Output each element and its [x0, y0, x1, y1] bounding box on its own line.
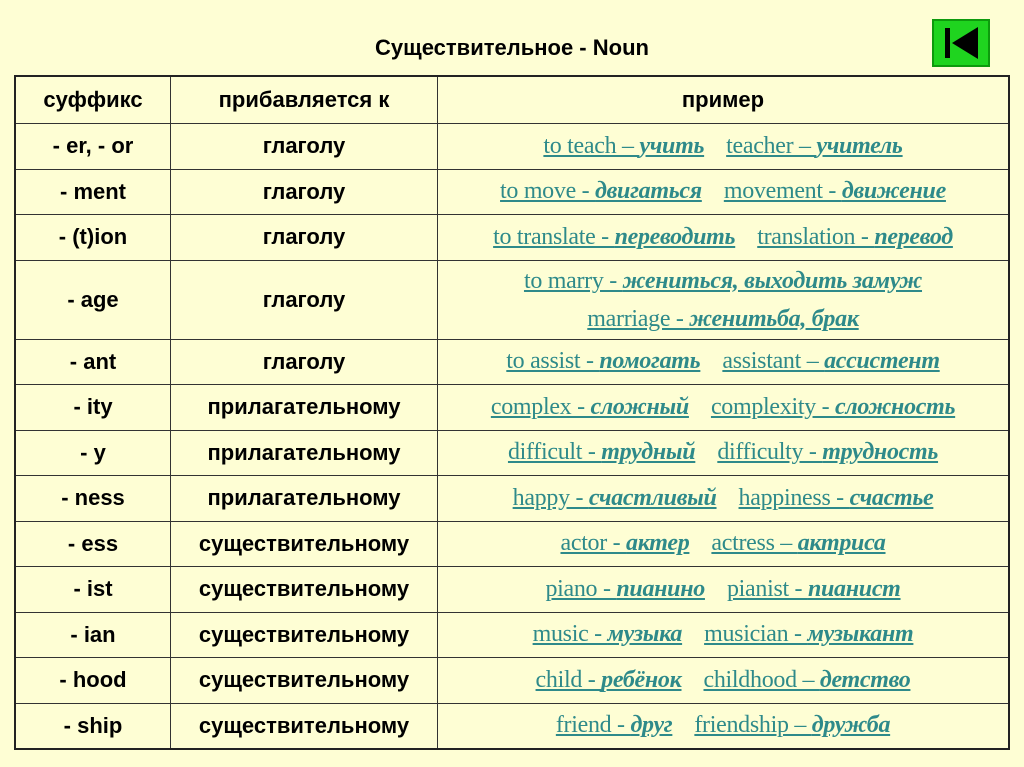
- table-row: [15, 169, 1009, 215]
- adds-to-cell: прилагательному: [171, 476, 438, 522]
- adds-to-cell: глаголу: [171, 339, 438, 385]
- example-cell: [438, 169, 1010, 215]
- derived-translation: учитель: [816, 132, 903, 159]
- suffix-cell: - ian: [15, 612, 171, 658]
- suffix-cell: - ment: [15, 169, 171, 215]
- table-row: [15, 430, 1009, 476]
- example-word: piano -: [545, 575, 617, 602]
- derived-word: musician -: [704, 621, 808, 648]
- table-row: [15, 567, 1009, 613]
- example-translation: пианино: [616, 575, 705, 602]
- example-word: complex -: [490, 393, 591, 420]
- example-word: to marry -: [523, 267, 623, 294]
- suffix-cell: - ship: [15, 703, 171, 749]
- example-translation: двигаться: [595, 178, 702, 205]
- derived-translation: женитьба, брак: [689, 305, 859, 332]
- derived-word: movement -: [723, 178, 842, 205]
- derived-translation: музыкант: [807, 621, 914, 648]
- table-row: [15, 215, 1009, 261]
- example-word: friend -: [555, 712, 631, 738]
- example-word: happy -: [512, 484, 589, 511]
- example-translation: сложный: [590, 393, 689, 420]
- derived-word: teacher –: [726, 132, 817, 159]
- suffix-table: [14, 75, 1010, 750]
- derived-word: translation -: [757, 223, 875, 250]
- derived-translation: актриса: [797, 530, 886, 557]
- derived-word: marriage -: [587, 305, 690, 332]
- example-word: to assist -: [506, 348, 600, 375]
- example-word: child -: [535, 666, 602, 693]
- derived-translation: трудность: [822, 439, 939, 466]
- example-cell: [438, 567, 1010, 613]
- adds-to-cell: глаголу: [171, 260, 438, 339]
- example-cell: [438, 339, 1010, 385]
- example-cell: [438, 703, 1010, 749]
- adds-to-cell: существительному: [171, 612, 438, 658]
- suffix-cell: - y: [15, 430, 171, 476]
- example-word: to teach –: [543, 132, 640, 159]
- derived-word: happiness -: [738, 484, 850, 511]
- derived-word: childhood –: [703, 666, 820, 693]
- example-translation: музыка: [607, 621, 683, 648]
- example-translation: счастливый: [588, 484, 717, 511]
- table-row: [15, 260, 1009, 339]
- adds-to-cell: существительному: [171, 658, 438, 704]
- derived-translation: сложность: [835, 393, 956, 420]
- adds-to-cell: существительному: [171, 567, 438, 613]
- derived-translation: пианист: [807, 575, 901, 602]
- header-adds-to: прибавляется к: [171, 76, 438, 124]
- example-cell: [438, 215, 1010, 261]
- header-suffix: суффикс: [15, 76, 171, 124]
- table-row: [15, 658, 1009, 704]
- header-row: [15, 76, 1009, 124]
- adds-to-cell: существительному: [171, 703, 438, 749]
- table-row: [15, 521, 1009, 567]
- derived-word: pianist -: [726, 575, 808, 602]
- table-row: [15, 612, 1009, 658]
- derived-translation: ассистент: [824, 348, 940, 375]
- derived-translation: детство: [819, 666, 911, 693]
- suffix-cell: - er, - or: [15, 124, 171, 170]
- derived-word: friendship –: [694, 712, 812, 738]
- adds-to-cell: существительному: [171, 521, 438, 567]
- adds-to-cell: глаголу: [171, 124, 438, 170]
- suffix-cell: - ity: [15, 385, 171, 431]
- example-cell: [438, 521, 1010, 567]
- suffix-cell: - age: [15, 260, 171, 339]
- back-to-start-icon: [934, 21, 988, 65]
- adds-to-cell: прилагательному: [171, 385, 438, 431]
- example-translation: учить: [639, 132, 705, 159]
- suffix-cell: - hood: [15, 658, 171, 704]
- back-button[interactable]: [932, 19, 990, 67]
- example-word: music -: [532, 621, 608, 648]
- suffix-cell: - ess: [15, 521, 171, 567]
- derived-word: complexity -: [710, 393, 836, 420]
- derived-translation: перевод: [874, 223, 953, 250]
- suffix-cell: - ist: [15, 567, 171, 613]
- derived-translation: дружба: [811, 712, 891, 738]
- example-cell: [438, 612, 1010, 658]
- table-row: [15, 124, 1009, 170]
- example-cell: [438, 260, 1010, 339]
- example-cell: [438, 476, 1010, 522]
- example-translation: помогать: [599, 348, 701, 375]
- derived-translation: движение: [841, 178, 946, 205]
- table-row: [15, 339, 1009, 385]
- example-word: actor -: [560, 530, 627, 557]
- example-translation: актер: [626, 530, 690, 557]
- adds-to-cell: глаголу: [171, 215, 438, 261]
- page-title: Существительное - Noun: [375, 35, 649, 60]
- example-cell: [438, 430, 1010, 476]
- derived-word: actress –: [711, 530, 798, 557]
- example-cell: [438, 124, 1010, 170]
- derived-translation: счастье: [849, 484, 934, 511]
- suffix-cell: - (t)ion: [15, 215, 171, 261]
- example-translation: жениться, выходить замуж: [622, 267, 923, 294]
- suffix-cell: - ant: [15, 339, 171, 385]
- derived-word: difficulty -: [717, 439, 823, 466]
- table-row: [15, 385, 1009, 431]
- example-translation: друг: [630, 712, 673, 738]
- example-cell: [438, 385, 1010, 431]
- example-translation: переводить: [614, 223, 736, 250]
- example-word: to translate -: [493, 223, 615, 250]
- adds-to-cell: глаголу: [171, 169, 438, 215]
- example-translation: трудный: [601, 439, 696, 466]
- derived-word: assistant –: [722, 348, 825, 375]
- example-cell: [438, 658, 1010, 704]
- example-word: to move -: [500, 178, 596, 205]
- table-row: [15, 703, 1009, 749]
- header-example: пример: [438, 76, 1010, 124]
- example-word: difficult -: [507, 439, 602, 466]
- example-translation: ребёнок: [601, 666, 682, 693]
- table-row: [15, 476, 1009, 522]
- suffix-cell: - ness: [15, 476, 171, 522]
- adds-to-cell: прилагательному: [171, 430, 438, 476]
